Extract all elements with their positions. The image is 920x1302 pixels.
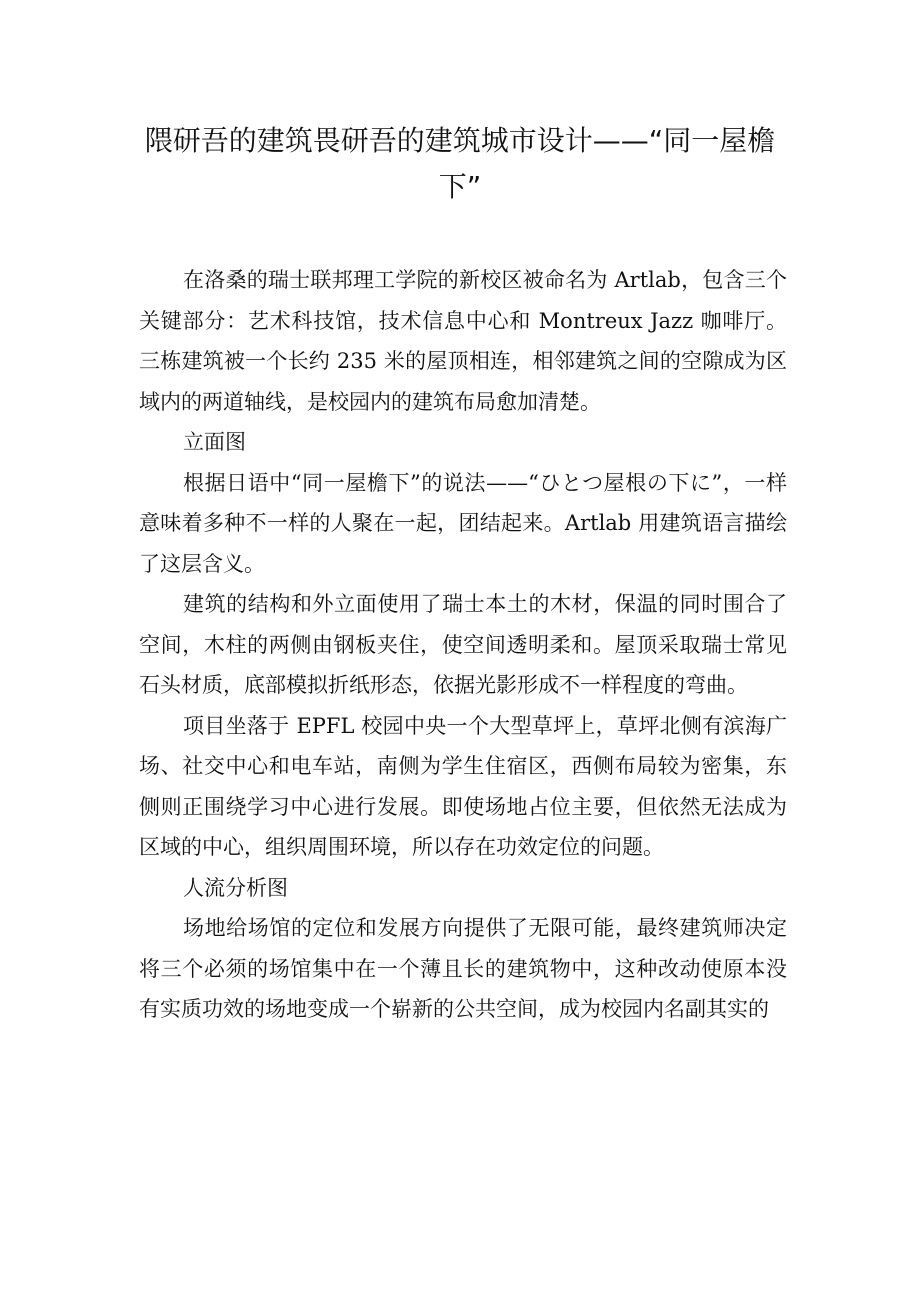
heading-flow-analysis: 人流分析图	[183, 875, 288, 900]
document-body	[139, 260, 787, 1030]
document-title: 隈研吾的建筑畏研吾的建筑城市设计——“同一屋檐下”	[144, 124, 776, 203]
paragraph-positioning: 场地给场馆的定位和发展方向提供了无限可能，最终建筑师决定将三个必须的场馆集中在一个薄且长的建筑物中，这种改动使原本没有实质功效的场地变成一个崭新的公共空间，成为校园内名副其实的	[139, 916, 787, 1021]
paragraph-meaning: 根据日语中“同一屋檐下”的说法——“ひとつ屋根の下に”，一样意味着多种不一样的人聚在一起，团结起来。Artlab 用建筑语言描绘了这层含义。	[139, 470, 787, 576]
paragraph-structure: 建筑的结构和外立面使用了瑞士本土的木材，保温的同时围合了空间，木柱的两侧由钢板夹住，使空间透明柔和。屋顶采取瑞士常见石头材质，底部模拟折纸形态，依据光影形成不一样程度的弯曲。	[139, 592, 787, 697]
heading-elevation: 立面图	[183, 430, 246, 454]
paragraph-site: 项目坐落于 EPFL 校园中央一个大型草坪上，草坪北侧有滨海广场、社交中心和电车站，南侧为学生住宿区，西侧布局较为密集，东侧则正围绕学习中心进行发展。即使场地占位主要，但依然无法成为区域的中心，组织周围环境，所以存在功效定位的问题。	[139, 713, 787, 859]
paragraph-intro: 在洛桑的瑞士联邦理工学院的新校区被命名为 Artlab，包含三个关键部分：艺术科技馆，技术信息中心和 Montreux Jazz 咖啡厅。三栋建筑被一个长约 235 米的屋顶相连，相邻建筑之间的空隙成为区域内的两道轴线，是校园内的建筑布局愈加清楚。	[139, 268, 787, 414]
